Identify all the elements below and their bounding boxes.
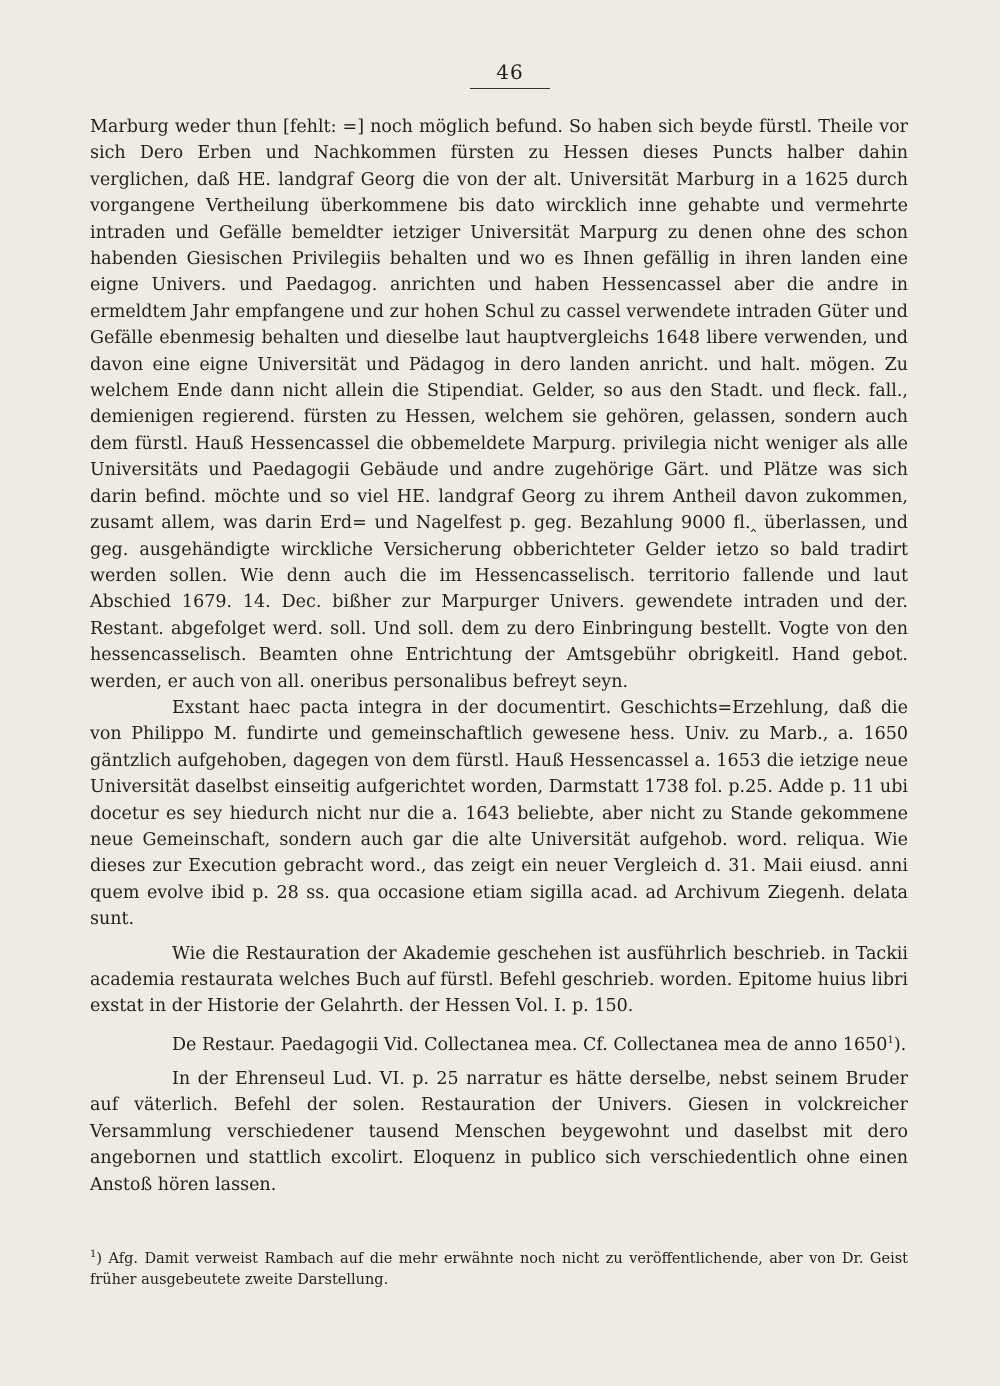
footnote-text: ) Afg. Damit verweist Rambach auf die mehr erwähnte noch nicht zu veröffentlichende, aber von Dr. Geist früher ausgebeutete zweite Darstellung. [90, 1250, 908, 1288]
body-text [90, 114, 908, 1198]
page-number: 46 [470, 60, 550, 89]
paragraph-2: Exstant haec pacta integra in der documentirt. Geschichts=Erzehlung, daß die von Philippo M. fundirte und gemeinschaftlich gewesene hess. Univ. zu Marb., a. 1650 gäntzlich aufgehoben, dagegen von dem fürstl. Hauß Hessencassel a. 1653 die ietzige neue Universität daselbst einseitig aufgerichtet worden, Darmstatt 1738 fol. p.25. Adde p. 11 ubi docetur es sey hiedurch nicht nur die a. 1643 beliebte, aber nicht zu Stande gekommene neue Gemeinschaft, sondern auch gar die alte Universität aufgehob. word. reliqua. Wie dieses zur Execution gebracht word., das zeigt ein neuer Vergleich d. 31. Maii eiusd. anni quem evolve ibid p. 28 ss. qua occasione etiam sigilla acad. ad Archivum Ziegenh. delata sunt. [90, 697, 908, 930]
paragraph-3: Wie die Restauration der Akademie geschehen ist ausführlich beschrieb. in Tackii academia restaurata welches Buch auf fürstl. Befehl geschrieb. worden. Epitome huius libri exstat in der Historie der Gelahrth. der Hessen Vol. I. p. 150. [90, 943, 908, 1017]
paragraph-1: Marburg weder thun [fehlt: =] noch möglich befund. So haben sich beyde fürstl. Theile vor sich Dero Erben und Nachkommen fürsten zu Hessen dieses Puncts halber dahin verglichen, daß HE. landgraf Georg die von der alt. Universität Marburg in a 1625 durch vorgangene Vertheilung überkommene bis dato wircklich inne gehabte und vermehrte intraden und Gefälle bemeldter ietziger Universität Marpurg zu denen ohne des schon habenden Giesischen Privilegiis behalten und wo es Ihnen gefällig in ihren landen eine eigne Univers. und Paedagog. anrichten und haben Hessencassel aber die andre in ermeldtem Jahr empfangene und zur hohen Schul zu cassel verwendete intraden Güter und Gefälle ebenmesig behalten und dieselbe laut hauptvergleichs 1648 libere verwenden, und davon eine eigne Universität und Pädagog in dero landen anricht. und halt. mögen. Zu welchem Ende dann nicht allein die Stipendiat. Gelder, so aus den Stadt. und fleck. fall., demienigen regierend. fürsten zu Hessen, welchem sie gehören, gelassen, sondern auch dem fürstl. Hauß Hessencassel die obbemeldete Marpurg. privilegia nicht weniger als alle Universitäts und Paedagogii Gebäude und andre zugehörige Gärt. und Plätze was sich darin befind. möchte und so viel HE. landgraf Georg zu ihrem Antheil davon zukommen, zusamt allem, was darin Erd= und Nagelfest p. geg. Bezahlung 9000 fl.‸ überlassen, und geg. ausgehändigte wirckliche Versicherung obberichteter Gelder ietzo so bald tradirt werden sollen. Wie denn auch die im Hessencasselisch. territorio fallende und laut Abschied 1679. 14. Dec. bißher zur Marpurger Univers. gewendete intraden und der. Restant. abgefolget werd. soll. Und soll. dem zu dero Einbringung bestellt. Vogte von den hessencasselisch. Beamten ohne Entrichtung der Amtsgebühr obrigkeitl. Hand gebot. werden, er auch von all. oneribus personalibus befreyt seyn. [90, 117, 908, 692]
footnote-reference: 1 [887, 1034, 894, 1046]
paragraph-4-tail: ). [893, 1034, 907, 1055]
footnote-mark: 1 [90, 1249, 97, 1260]
footnote [90, 1244, 908, 1291]
paragraph-4 [90, 1028, 908, 1058]
paragraph-5: In der Ehrenseul Lud. VI. p. 25 narratur es hätte derselbe, nebst seinem Bruder auf väterlich. Befehl der solen. Restauration der Univers. Giesen in volckreicher Versammlung verschiedener tausend Menschen beygewohnt und daselbst mit dero angebornen und stattlich excolirt. Eloquenz in publico sich verschiedentlich ohne einen Anstoß hören lassen. [90, 1069, 908, 1195]
paragraph-4-text: De Restaur. Paedagogii Vid. Collectanea mea. Cf. Collectanea mea de anno 1650 [172, 1034, 888, 1055]
